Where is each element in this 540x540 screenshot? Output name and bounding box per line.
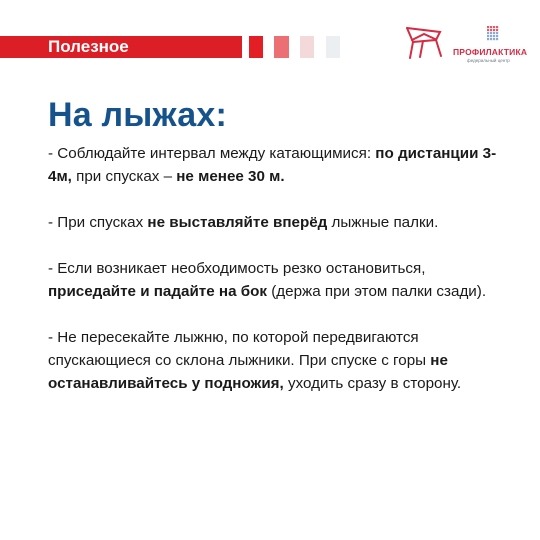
tip-emphasis: не выставляйте вперёд xyxy=(147,214,328,231)
tip-text: (держа при этом палки сзади). xyxy=(267,283,487,300)
tip-paragraph-2 xyxy=(48,211,508,234)
tip-emphasis: не останавливайтесь у подножия, xyxy=(48,352,448,392)
tip-text: - Соблюдайте интервал между катающимися: xyxy=(48,145,376,162)
logo-subtitle: федеральный центр xyxy=(467,58,510,63)
tip-paragraph-4 xyxy=(48,326,508,395)
grid-mark-icon xyxy=(487,26,501,42)
tips-list xyxy=(48,142,508,418)
decor-stripe-3 xyxy=(300,36,314,58)
logo-title: ПРОФИЛАКТИКА xyxy=(453,47,528,57)
decor-stripe-2 xyxy=(274,36,289,58)
tip-emphasis: приседайте и падайте на бок xyxy=(48,283,268,300)
chair-icon xyxy=(404,26,446,60)
tip-text: - При спусках xyxy=(48,214,148,231)
section-ribbon xyxy=(0,36,242,58)
tip-emphasis: не менее 30 м. xyxy=(176,168,285,185)
tip-text: лыжные палки. xyxy=(327,214,439,231)
tip-text: - Не пересекайте лыжню, по которой передвигаются спускающиеся со склона лыжники. При спуске с горы xyxy=(48,329,431,369)
tip-text: уходить сразу в сторону. xyxy=(283,375,462,392)
tip-emphasis: по дистанции 3-4м, xyxy=(48,145,497,185)
decor-stripe-1 xyxy=(249,36,263,58)
tip-paragraph-1 xyxy=(48,142,508,188)
tip-text: - Если возникает необходимость резко остановиться, xyxy=(48,260,426,277)
page-title: На лыжах: xyxy=(48,96,228,134)
tip-text: при спусках – xyxy=(71,168,177,185)
decor-stripe-4 xyxy=(326,36,340,58)
tip-paragraph-3 xyxy=(48,257,508,303)
section-label: Полезное xyxy=(48,37,129,56)
